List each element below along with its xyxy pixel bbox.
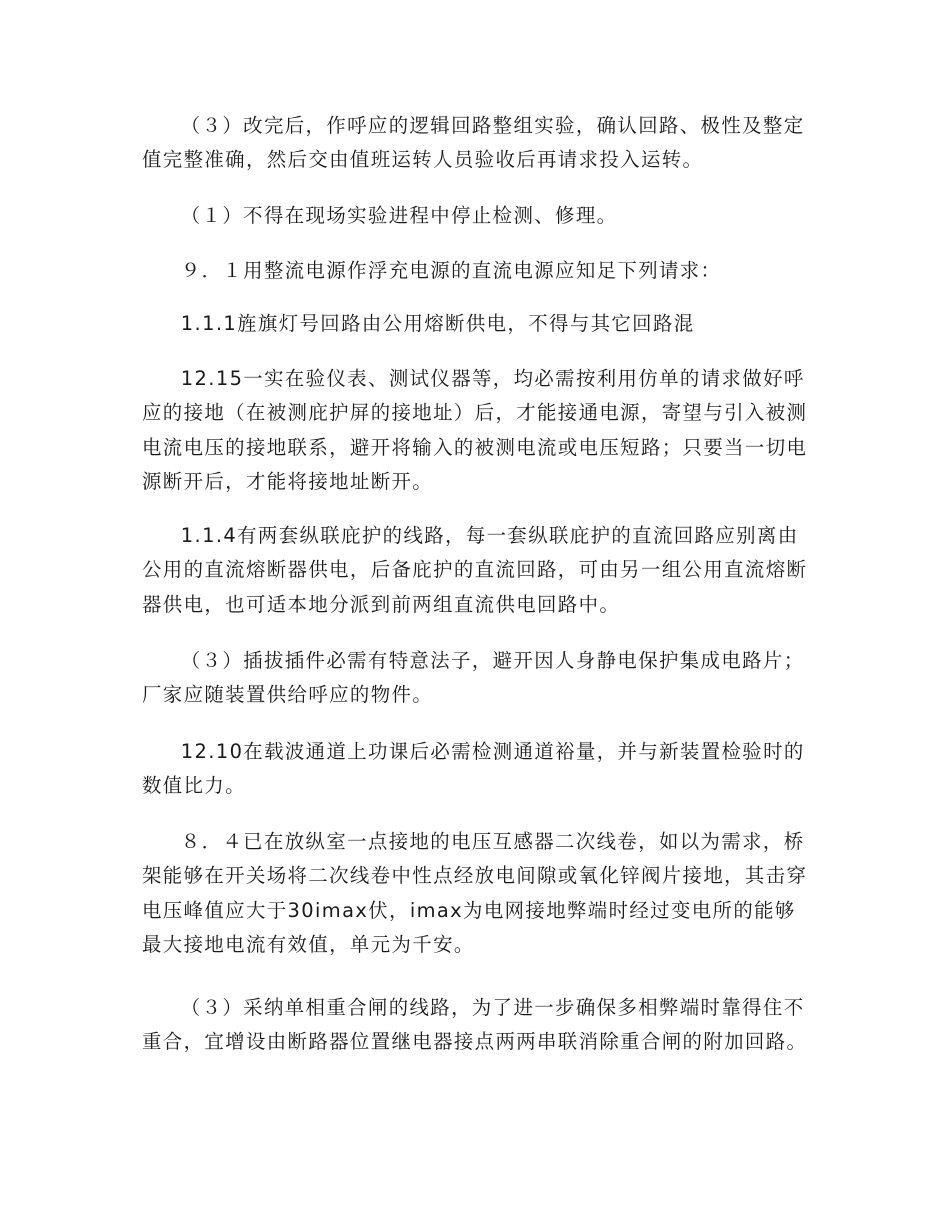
paragraph: 1.1.4有两套纵联庇护的线路，每一套纵联庇护的直流回路应别离由公用的直流熔断器供电，后备庇护的直流回路，可由另一组公用直流熔断器供电，也可适本地分派到前两组直流供电回路中。: [142, 524, 808, 616]
paragraph: 12.10在载波通道上功课后必需检测通道裕量，并与新装置检验时的数值比力。: [142, 740, 805, 798]
paragraph: （３）插拔插件必需有特意法子，避开因人身静电保护集成电路片；厂家应随装置供给呼应的物件。: [142, 649, 805, 707]
paragraph: 1.1.1旌旗灯号回路由公用熔断供电，不得与其它回路混: [180, 312, 695, 335]
paragraph: （１）不得在现场实验进程中停止检测、修理。: [180, 204, 618, 227]
paragraph: （３）改完后，作呼应的逻辑回路整组实验，确认回路、极性及整定值完整准确，然后交由值班运转人员验收后再请求投入运转。: [142, 114, 805, 172]
paragraph: 12.15一实在验仪表、测试仪器等，均必需按利用仿单的请求做好呼应的接地（在被测庇护屏的接地址）后，才能接通电源，寄望与引入被测电流电压的接地联系，避开将输入的被测电流或电压短路；只要当一切电源断开后，才能将接地址断开。: [142, 367, 808, 493]
paragraph: （３）采纳单相重合闸的线路，为了进一步确保多相弊端时靠得住不重合，宜增设由断路器位置继电器接点两两串联消除重合闸的附加回路。: [142, 996, 808, 1054]
paragraph: ８．４已在放纵室一点接地的电压互感器二次线卷，如以为需求，桥架能够在开关场将二次线卷中性点经放电间隙或氧化锌阀片接地，其击穿电压峰值应大于30imax伏，imax为电网接地弊端时经过变电所的能够最大接地电流有效值，单元为千安。: [142, 830, 808, 956]
paragraph: ９．１用整流电源作浮充电源的直流电源应知足下列请求：: [180, 259, 722, 282]
